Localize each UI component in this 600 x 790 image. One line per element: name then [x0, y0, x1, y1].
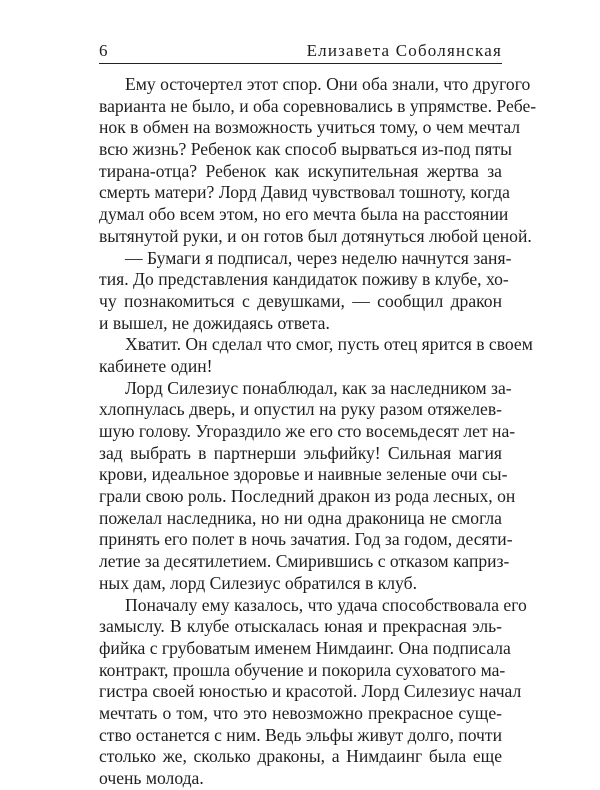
- paragraph: [99, 74, 537, 248]
- text-line: чу познакомиться с девушками, — сообщил дракон: [99, 290, 502, 311]
- text-line: замыслу. В клубе отыскалась юная и прекрасная эль-: [99, 616, 502, 637]
- text-line: — Бумаги я подписал, через неделю начнутся заня-: [125, 247, 512, 268]
- text-line: Лорд Силезиус понаблюдал, как за наследником за-: [125, 377, 512, 398]
- text-line: очень молода.: [99, 768, 204, 788]
- text-line: грали свою роль. Последний дракон из рода лесных, он: [99, 486, 516, 507]
- text-line: крови, идеальное здоровье и наивные зеленые очи сы-: [99, 464, 508, 485]
- paragraph: [99, 334, 533, 377]
- paragraph: [99, 594, 527, 790]
- header-rule: [99, 63, 502, 64]
- text-line: варианта не было, и оба соревновались в упрямстве. Ребе-: [99, 95, 537, 116]
- text-line: ных дам, лорд Силезиус обратился в клуб.: [99, 572, 417, 593]
- running-title: Елизавета Соболянская: [306, 41, 502, 60]
- running-head: [99, 40, 502, 64]
- text-line: контракт, прошла обучение и покорила суховатого ма-: [99, 659, 506, 680]
- text-line: смерть матери? Лорд Давид чувствовал тошноту, когда: [99, 182, 510, 203]
- text-line: столько же, сколько драконы, а Нимдаинг была еще: [99, 746, 502, 767]
- paragraph: [99, 377, 516, 595]
- text-line: пожелал наследника, но ни одна драконица не смогла: [99, 507, 502, 528]
- text-line: ство останется с ним. Ведь эльфы живут долго, почти: [99, 724, 502, 745]
- text-line: кабинете один!: [99, 355, 213, 376]
- page-number: 6: [99, 41, 108, 60]
- text-line: хлопнулась дверь, и опустил на руку разом отяжелев-: [99, 399, 502, 420]
- text-line: фийка с грубоватым именем Нимдаинг. Она подписала: [99, 637, 511, 658]
- text-line: гистра своей юностью и красотой. Лорд Силезиус начал: [99, 681, 522, 702]
- text-line: шую голову. Угораздило же его сто восемьдесят лет на-: [99, 421, 516, 441]
- text-line: зад выбрать в партнерши эльфийку! Сильная магия: [99, 442, 502, 463]
- text-line: нок в обмен на возможность учиться тому, о чем мечтал: [99, 117, 521, 138]
- text-line: и вышел, не дожидаясь ответа.: [99, 312, 330, 333]
- body-text: [99, 74, 537, 790]
- text-line: Хватит. Он сделал что смог, пусть отец ярится в своем: [125, 334, 533, 355]
- text-line: летие за десятилетием. Смирившись с отказом каприз-: [99, 551, 510, 572]
- text-line: Поначалу ему казалось, что удача способствовала его: [125, 594, 527, 615]
- paragraph: [99, 247, 512, 335]
- text-line: мечтать о том, что это невозможно прекрасное суще-: [99, 702, 502, 723]
- text-line: тия. До представления кандидаток поживу в клубе, хо-: [99, 269, 509, 290]
- text-line: тирана-отца? Ребенок как искупительная жертва за: [99, 160, 502, 181]
- text-line: принять его полет в ночь зачатия. Год за годом, десяти-: [99, 529, 513, 550]
- text-line: всю жизнь? Ребенок как способ вырваться из-под пяты: [99, 139, 512, 160]
- text-line: вытянутой руки, и он готов был дотянуться любой ценой.: [99, 225, 532, 246]
- text-line: Ему осточертел этот спор. Они оба знали, что другого: [125, 74, 531, 94]
- text-line: думал обо всем этом, но его мечта была на расстоянии: [99, 204, 509, 225]
